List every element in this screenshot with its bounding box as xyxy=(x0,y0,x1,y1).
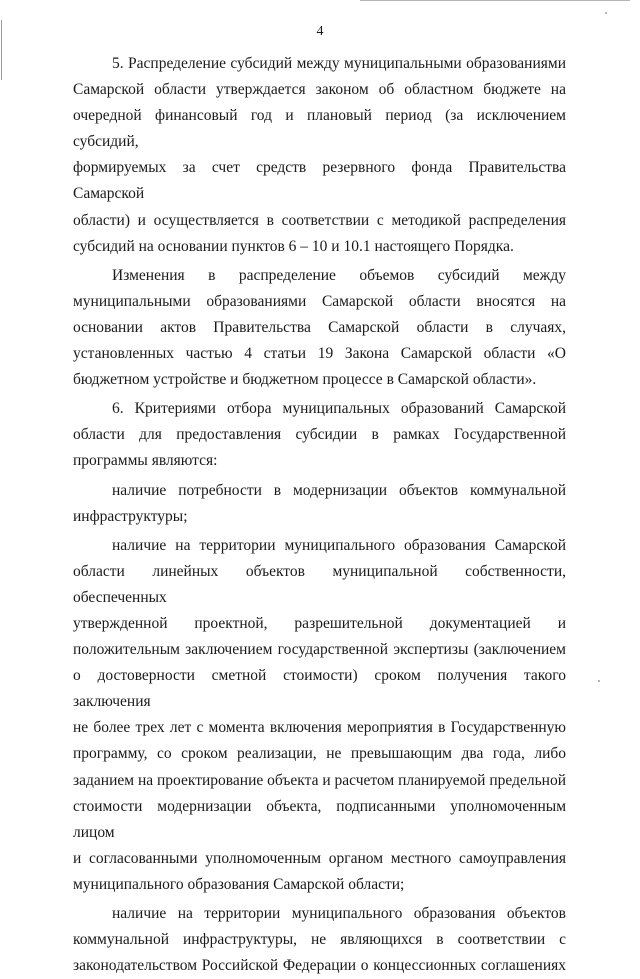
text-line: формируемых за счет средств резервного фонда Правительства Самарской xyxy=(73,159,566,203)
text-line: не более трех лет с момента включения мероприятия в Государственную xyxy=(73,719,566,737)
text-line: области линейных объектов муниципальной собственности, обеспеченных xyxy=(73,562,566,606)
text-line: положительным заключением государственной экспертизы (заключением xyxy=(73,641,566,659)
paragraph-criterion-2 xyxy=(73,533,566,898)
text-line: области для предоставления субсидии в рамках Государственной xyxy=(73,426,566,444)
paragraph-criterion-3 xyxy=(73,901,566,979)
text-line: и согласованными уполномоченным органом местного самоуправления xyxy=(73,849,566,867)
text-line: бюджетном устройстве и бюджетном процессе в Самарской области». xyxy=(73,371,537,389)
text-line: субсидий на основании пунктов 6 – 10 и 10.1 настоящего Порядка. xyxy=(73,237,514,255)
paragraph-changes xyxy=(73,263,566,393)
paragraph-criterion-1 xyxy=(73,478,566,530)
text-line: наличие потребности в модернизации объектов коммунальной xyxy=(112,481,566,499)
text-line: установленных частью 4 статьи 19 Закона Самарской области «О xyxy=(73,345,566,363)
document-body xyxy=(73,51,566,979)
text-line: Самарской области утверждается законом об областном бюджете на xyxy=(73,81,566,99)
text-line: муниципальными образованиями Самарской области вносятся на xyxy=(73,292,566,310)
text-line: программу, со сроком реализации, не превышающим два года, либо xyxy=(73,745,566,763)
text-line: программы являются: xyxy=(73,452,218,470)
scan-top-edge xyxy=(360,0,630,1)
text-line: законодательством Российской Федерации о концессионных соглашениях xyxy=(73,957,566,975)
text-line: наличие на территории муниципального образования Самарской xyxy=(112,536,566,554)
text-line: заданием на проектирование объекта и расчетом планируемой предельной xyxy=(73,771,566,789)
text-line: коммунальной инфраструктуры, не являющихся в соответствии с xyxy=(73,931,566,949)
text-line: инфраструктуры; xyxy=(73,507,188,525)
text-line: утвержденной проектной, разрешительной документацией и xyxy=(73,614,566,632)
paragraph-6 xyxy=(73,396,566,474)
scan-dust-mark xyxy=(598,680,600,682)
text-line: стоимости модернизации объекта, подписанными уполномоченным лицом xyxy=(73,797,566,841)
page-number: 4 xyxy=(316,24,324,39)
text-line: 5. Распределение субсидий между муниципальными образованиями xyxy=(112,55,566,72)
text-line: очередной финансовый год и плановый период (за исключением субсидий, xyxy=(73,107,566,151)
text-line: наличие на территории муниципального образования объектов xyxy=(112,905,566,922)
scan-dust-mark xyxy=(605,12,607,14)
text-line: о достоверности сметной стоимости) сроком получения такого заключения xyxy=(73,667,566,711)
text-line: основании актов Правительства Самарской области в случаях, xyxy=(73,318,566,336)
text-line: муниципального образования Самарской области; xyxy=(73,875,405,893)
text-line: Изменения в распределение объемов субсидий между xyxy=(112,266,566,284)
text-line: области) и осуществляется в соответствии с методикой распределения xyxy=(73,211,566,229)
text-line: 6. Критериями отбора муниципальных образований Самарской xyxy=(112,400,566,418)
paragraph-5 xyxy=(73,51,566,260)
